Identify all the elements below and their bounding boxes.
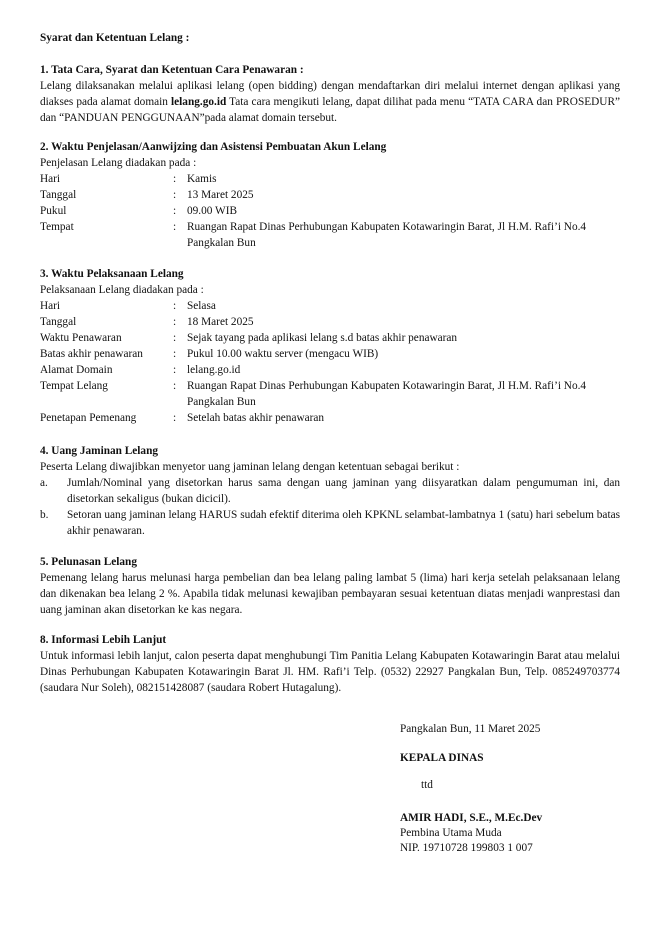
section-8-title: 8. Informasi Lebih Lanjut xyxy=(40,634,167,646)
detail-label: Pukul xyxy=(40,205,67,217)
detail-colon: : xyxy=(173,300,177,312)
section-3-intro: Pelaksanaan Lelang diadakan pada : xyxy=(40,284,204,296)
detail-row xyxy=(40,203,620,219)
detail-colon: : xyxy=(173,364,177,376)
signatory-nip: NIP. 19710728 199803 1 007 xyxy=(400,842,533,854)
detail-value: Setelah batas akhir penawaran xyxy=(187,412,325,424)
detail-label: Alamat Domain xyxy=(40,364,113,376)
detail-value: Selasa xyxy=(187,300,216,312)
detail-colon: : xyxy=(173,221,177,233)
detail-row xyxy=(40,314,620,330)
list-item-text: Jumlah/Nominal yang disetorkan harus sama dengan uang jaminan yang diisyaratkan dalam pengumuman ini, dan disetorkan sekaligus (bukan dicicil). xyxy=(67,477,620,505)
list-marker: b. xyxy=(40,509,49,521)
detail-label: Hari xyxy=(40,173,61,185)
detail-row xyxy=(40,298,620,314)
detail-value: Sejak tayang pada aplikasi lelang s.d batas akhir penawaran xyxy=(187,332,458,344)
detail-colon: : xyxy=(173,412,177,424)
section-8 xyxy=(40,632,620,696)
signature-place-date: Pangkalan Bun, 11 Maret 2025 xyxy=(400,723,541,735)
detail-row xyxy=(40,330,620,346)
list-item xyxy=(40,475,620,507)
signatory-rank: Pembina Utama Muda xyxy=(400,827,502,839)
section-1-paragraph xyxy=(40,78,620,126)
detail-row xyxy=(40,187,620,203)
section-5 xyxy=(40,554,620,618)
detail-row xyxy=(40,171,620,187)
detail-value: Pukul 10.00 waktu server (mengacu WIB) xyxy=(187,348,379,360)
detail-value: 13 Maret 2025 xyxy=(187,189,254,201)
detail-value: Ruangan Rapat Dinas Perhubungan Kabupaten Kotawaringin Barat, Jl H.M. Rafi’i No.4 Pangkalan Bun xyxy=(187,221,587,249)
list-item xyxy=(40,507,620,539)
detail-label: Tempat Lelang xyxy=(40,380,108,392)
section-4 xyxy=(40,443,620,539)
signature-position: KEPALA DINAS xyxy=(400,752,484,764)
detail-colon: : xyxy=(173,348,177,360)
section-8-paragraph: Untuk informasi lebih lanjut, calon peserta dapat menghubungi Tim Panitia Lelang Kabupaten Kotawaringin Barat atau melalui Dinas Perhubungan Kabupaten Kotawaringin Barat Jl. HM. Rafi’i Telp. (0532) 22927 Pangkalan Bun, Telp. 085249703774 (saudara Nur Soleh), 082151428087 (saudara Robert Hutagalung). xyxy=(40,650,620,694)
section-5-paragraph: Pemenang lelang harus melunasi harga pembelian dan bea lelang paling lambat 5 (lima) hari kerja setelah pelaksanaan lelang dan dikenakan bea lelang 2 %. Apabila tidak melunasi kewajiban pembayaran sesuai ketentuan diatas menjadi wanprestasi dan uang jaminan akan disetorkan ke kas negara. xyxy=(40,572,620,616)
section-1-text-after: Tata cara mengikuti lelang, dapat dilihat pada menu “TATA CARA dan PROSEDUR” dan “PANDUAN PENGGUNAAN”pada alamat domain tersebut. xyxy=(40,96,620,124)
detail-colon: : xyxy=(173,189,177,201)
section-4-title: 4. Uang Jaminan Lelang xyxy=(40,445,159,457)
detail-colon: : xyxy=(173,205,177,217)
section-1 xyxy=(40,62,620,126)
section-2-title: 2. Waktu Penjelasan/Aanwijzing dan Asistensi Pembuatan Akun Lelang xyxy=(40,141,387,153)
detail-row xyxy=(40,219,620,251)
detail-value: 09.00 WIB xyxy=(187,205,237,217)
detail-label: Tanggal xyxy=(40,189,77,201)
detail-label: Hari xyxy=(40,300,61,312)
signature-ttd: ttd xyxy=(421,779,433,791)
detail-value: 18 Maret 2025 xyxy=(187,316,254,328)
detail-row xyxy=(40,362,620,378)
section-5-title: 5. Pelunasan Lelang xyxy=(40,556,137,568)
section-3-title: 3. Waktu Pelaksanaan Lelang xyxy=(40,268,184,280)
detail-row xyxy=(40,410,620,426)
detail-value: Kamis xyxy=(187,173,217,185)
detail-label: Penetapan Pemenang xyxy=(40,412,137,424)
detail-value: Ruangan Rapat Dinas Perhubungan Kabupaten Kotawaringin Barat, Jl H.M. Rafi’i No.4 Pangkalan Bun xyxy=(187,380,587,408)
list-item-text: Setoran uang jaminan lelang HARUS sudah efektif diterima oleh KPKNL selambat-lambatnya 1 (satu) hari sebelum batas akhir penawaran. xyxy=(67,509,620,537)
detail-label: Batas akhir penawaran xyxy=(40,348,143,360)
detail-colon: : xyxy=(173,380,177,392)
domain-name: lelang.go.id xyxy=(171,96,227,108)
section-2 xyxy=(40,139,620,251)
section-1-text-before: Lelang dilaksanakan melalui aplikasi lelang (open bidding) dengan mendaftarkan diri melalui internet dengan aplikasi yang diakses pada alamat domain xyxy=(40,80,620,108)
detail-value: lelang.go.id xyxy=(187,364,241,376)
list-marker: a. xyxy=(40,477,48,489)
detail-row xyxy=(40,346,620,362)
detail-colon: : xyxy=(173,332,177,344)
signatory-name: AMIR HADI, S.E., M.Ec.Dev xyxy=(400,812,543,824)
section-3 xyxy=(40,266,620,426)
section-1-title: 1. Tata Cara, Syarat dan Ketentuan Cara Penawaran : xyxy=(40,64,304,76)
detail-label: Tempat xyxy=(40,221,74,233)
detail-label: Tanggal xyxy=(40,316,77,328)
detail-colon: : xyxy=(173,173,177,185)
detail-row xyxy=(40,378,620,410)
section-4-intro: Peserta Lelang diwajibkan menyetor uang jaminan lelang dengan ketentuan sebagai berikut : xyxy=(40,461,460,473)
detail-colon: : xyxy=(173,316,177,328)
document-title: Syarat dan Ketentuan Lelang : xyxy=(40,32,190,44)
section-2-intro: Penjelasan Lelang diadakan pada : xyxy=(40,157,197,169)
detail-label: Waktu Penawaran xyxy=(40,332,122,344)
